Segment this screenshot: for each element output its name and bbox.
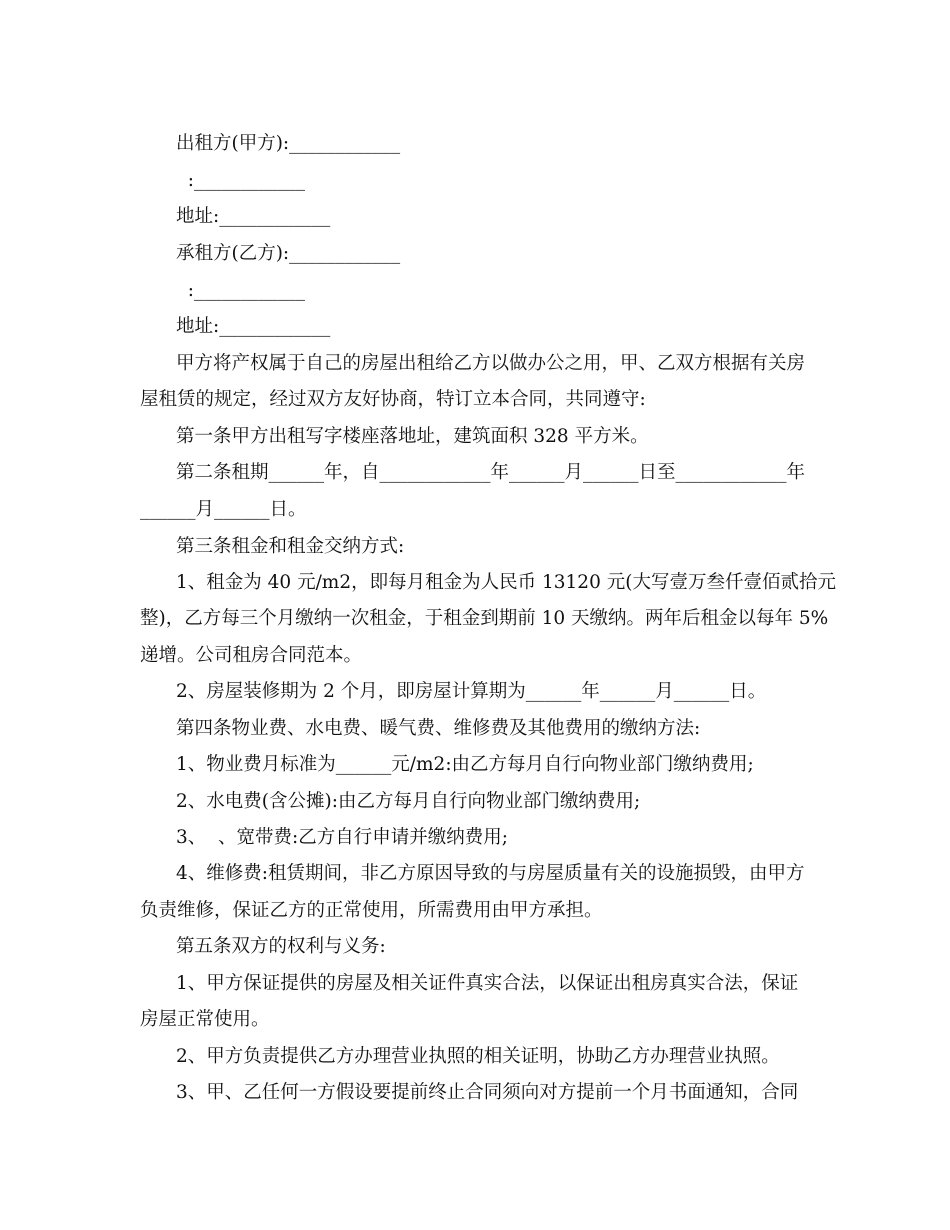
intro-paragraph-line: 甲方将产权属于自己的房屋出租给乙方以做办公之用，甲、乙双方根据有关房 (176, 353, 806, 374)
article-3-item-2-line: 2、房屋装修期为 2 个月，即房屋计算期为______年______月______日。 (176, 681, 767, 702)
article-5-item-1-line: 房屋正常使用。 (140, 1009, 270, 1030)
article-4-item-4-line: 4、维修费:租赁期间，非乙方原因导致的与房屋质量有关的设施损毁，由甲方 (176, 863, 805, 884)
article-1-line: 第一条甲方出租写字楼座落地址，建筑面积 328 平方米。 (176, 426, 649, 447)
lessor-address-line: 地址:____________ (176, 206, 331, 227)
article-4-item-3-line: 3、 、宽带费:乙方自行申请并缴纳费用; (176, 827, 508, 848)
article-3-item-1-line: 整)，乙方每三个月缴纳一次租金，于租金到期前 10 天缴纳。两年后租金以每年 5% (140, 608, 829, 629)
article-4-item-4-line: 负责维修，保证乙方的正常使用，所需费用由甲方承担。 (140, 900, 603, 921)
article-5-heading: 第五条双方的权利与义务: (176, 936, 386, 957)
lessor-name-line: 出租方(甲方):____________ (176, 133, 401, 154)
article-2-line: ______月______日。 (140, 499, 307, 520)
intro-paragraph-line: 屋租赁的规定，经过双方友好协商，特订立本合同，共同遵守: (140, 389, 646, 410)
article-2-line: 第二条租期______年，自____________年______月______日至____________年 (176, 462, 806, 483)
lessee-name-line: 承租方(乙方):____________ (176, 243, 401, 264)
article-3-item-1-line: 递增。公司租房合同范本。 (140, 645, 363, 666)
lessor-contact-line: :____________ (176, 170, 305, 191)
article-5-item-3-line: 3、甲、乙任何一方假设要提前终止合同须向对方提前一个月书面通知，合同 (176, 1082, 799, 1103)
article-3-heading: 第三条租金和租金交纳方式: (176, 536, 405, 557)
article-3-item-1-line: 1、租金为 40 元/m2，即每月租金为人民币 13120 元(大写壹万叁仟壹佰贰拾元 (176, 572, 836, 593)
article-4-item-1-line: 1、物业费月标准为______元/m2:由乙方每月自行向物业部门缴纳费用; (176, 754, 754, 775)
article-5-item-1-line: 1、甲方保证提供的房屋及相关证件真实合法，以保证出租房真实合法，保证 (176, 973, 799, 994)
article-4-heading: 第四条物业费、水电费、暖气费、维修费及其他费用的缴纳方法: (176, 718, 701, 739)
article-5-item-2-line: 2、甲方负责提供乙方办理营业执照的相关证明，协助乙方办理营业执照。 (176, 1046, 780, 1067)
lessee-address-line: 地址:____________ (176, 316, 331, 337)
lessee-contact-line: :____________ (176, 280, 305, 301)
article-4-item-2-line: 2、水电费(含公摊):由乙方每月自行向物业部门缴纳费用; (176, 791, 641, 812)
